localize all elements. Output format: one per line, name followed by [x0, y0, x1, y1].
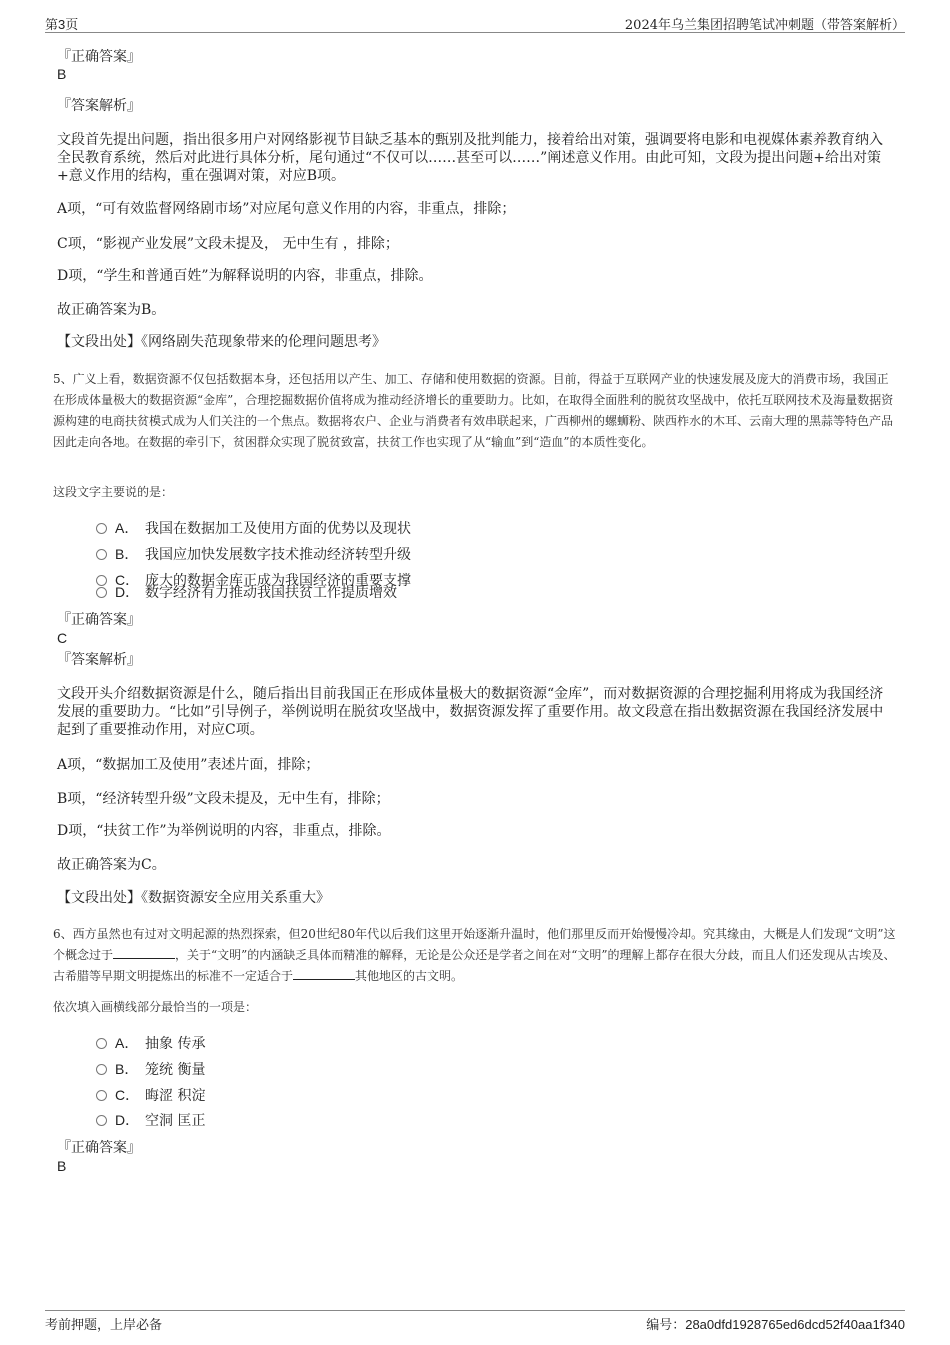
q6-option-a[interactable]: A． 抽象 传承: [96, 1034, 205, 1053]
q5-conclusion: 故正确答案为C。: [57, 857, 166, 873]
q5-option-a[interactable]: A． 我国在数据加工及使用方面的优势以及现状: [96, 519, 411, 538]
q5-option-b[interactable]: B． 我国应加快发展数字技术推动经济转型升级: [96, 545, 411, 564]
fill-blank-2[interactable]: [293, 967, 355, 980]
q6-answer-label: 『正确答案』: [57, 1140, 141, 1156]
q4-conclusion: 故正确答案为B。: [57, 302, 166, 318]
radio-icon[interactable]: [96, 1064, 107, 1075]
q5-note-d: D项，“扶贫工作”为举例说明的内容，非重点，排除。: [57, 823, 391, 839]
radio-icon[interactable]: [96, 549, 107, 560]
q4-note-c: C项，“影视产业发展”文段未提及， 无中生有 ，排除；: [57, 236, 399, 252]
q6-option-b[interactable]: B． 笼统 衡量: [96, 1060, 205, 1079]
page-number: 第3页: [45, 17, 79, 32]
q4-analysis-label: 『答案解析』: [57, 98, 141, 114]
q6-option-c[interactable]: C． 晦涩 积淀: [96, 1086, 205, 1105]
q5-question: 这段文字主要说的是：: [53, 485, 174, 499]
q6-option-d[interactable]: D． 空洞 匡正: [96, 1111, 205, 1130]
q5-answer-label: 『正确答案』: [57, 612, 141, 628]
q5-source: 【文段出处】《数据资源安全应用关系重大》: [57, 890, 330, 906]
q5-analysis: 文段开头介绍数据资源是什么，随后指出目前我国正在形成体量极大的数据资源“金库”，而对数据资源的合理挖掘利用将成为我国经济发展的重要助力。“比如”引导例子，举例说明在脱贫攻坚战中，数据资源发挥了重要作用。故文段意在指出数据资源在我国经济发展中起到了重要推动作用，对应C项。: [57, 686, 884, 738]
radio-icon[interactable]: [96, 587, 107, 598]
q5-stem: 5、广义上看，数据资源不仅包括数据本身，还包括用以产生、加工、存储和使用数据的资源。目前，得益于互联网产业的快速发展及庞大的消费市场，我国正在形成体量极大的数据资源“金库”，合理挖掘数据价值将成为推动经济增长的重要助力。比如，在取得全面胜利的脱贫攻坚战中，依托互联网技术及海量数据资源构建的电商扶贫模式成为人们关注的一个焦点。数据将农户、企业与消费者有效串联起来，广西柳州的螺蛳粉、陕西柞水的木耳、云南大理的黑蒜等特色产品因此走向各地。在数据的牵引下，贫困群众实现了脱贫致富，扶贫工作也实现了从“输血”到“造血”的本质性变化。: [53, 372, 894, 449]
q4-note-d: D项，“学生和普通百姓”为解释说明的内容，非重点，排除。: [57, 268, 433, 284]
footer-slogan: 考前押题，上岸必备: [45, 1318, 163, 1333]
q4-answer-label: 『正确答案』: [57, 49, 141, 65]
q6-answer: B: [57, 1158, 67, 1174]
q6-stem: 6、西方虽然也有过对文明起源的热烈探索，但20世纪80年代以后我们这里开始逐渐升温时，他们那里反而开始慢慢冷却。究其缘由，大概是人们发现“文明”这个概念过于 ，关于“文明”的内涵缺乏具体而精准的解释，无论是公众还是学者之间在对“文明”的理解上都存在很大分歧，而且人们还发现从古埃及、古希腊等早期文明提炼出的标准不一定适合于 其他地区的古文明。: [53, 927, 896, 983]
document-title: 2024年乌兰集团招聘笔试冲刺题（带答案解析）: [624, 18, 905, 33]
q4-source: 【文段出处】《网络剧失范现象带来的伦理问题思考》: [57, 334, 386, 350]
q5-option-d[interactable]: D． 数字经济有力推动我国扶贫工作提质增效: [96, 583, 397, 602]
radio-icon[interactable]: [96, 1090, 107, 1101]
q4-answer: B: [57, 66, 67, 82]
q5-note-b: B项，“经济转型升级”文段未提及，无中生有，排除；: [57, 791, 390, 807]
radio-icon[interactable]: [96, 523, 107, 534]
q4-note-a: A项，“可有效监督网络剧市场”对应尾句意义作用的内容，非重点，排除；: [57, 201, 516, 217]
page-header: [45, 12, 905, 33]
radio-icon[interactable]: [96, 1038, 107, 1049]
radio-icon[interactable]: [96, 1115, 107, 1126]
fill-blank-1[interactable]: [113, 946, 175, 959]
q5-answer: C: [57, 630, 68, 646]
document-id: 编号：28a0dfd1928765ed6dcd52f40aa1f340: [646, 1317, 905, 1332]
q4-analysis: 文段首先提出问题，指出很多用户对网络影视节目缺乏基本的甄别及批判能力，接着给出对策，强调要将电影和电视媒体素养教育纳入全民教育系统，然后对此进行具体分析，尾句通过“不仅可以……甚至可以……”阐述意义作用。由此可知，文段为提出问题+给出对策+意义作用的结构，重在强调对策，对应B项。: [57, 132, 883, 184]
q5-analysis-label: 『答案解析』: [57, 652, 141, 668]
q5-note-a: A项，“数据加工及使用”表述片面，排除；: [57, 757, 320, 773]
q6-question: 依次填入画横线部分最恰当的一项是：: [53, 1000, 258, 1014]
page-footer: [45, 1310, 905, 1331]
q5-option-c[interactable]: C． 庞大的数据金库正成为我国经济的重要支撑: [96, 571, 411, 590]
